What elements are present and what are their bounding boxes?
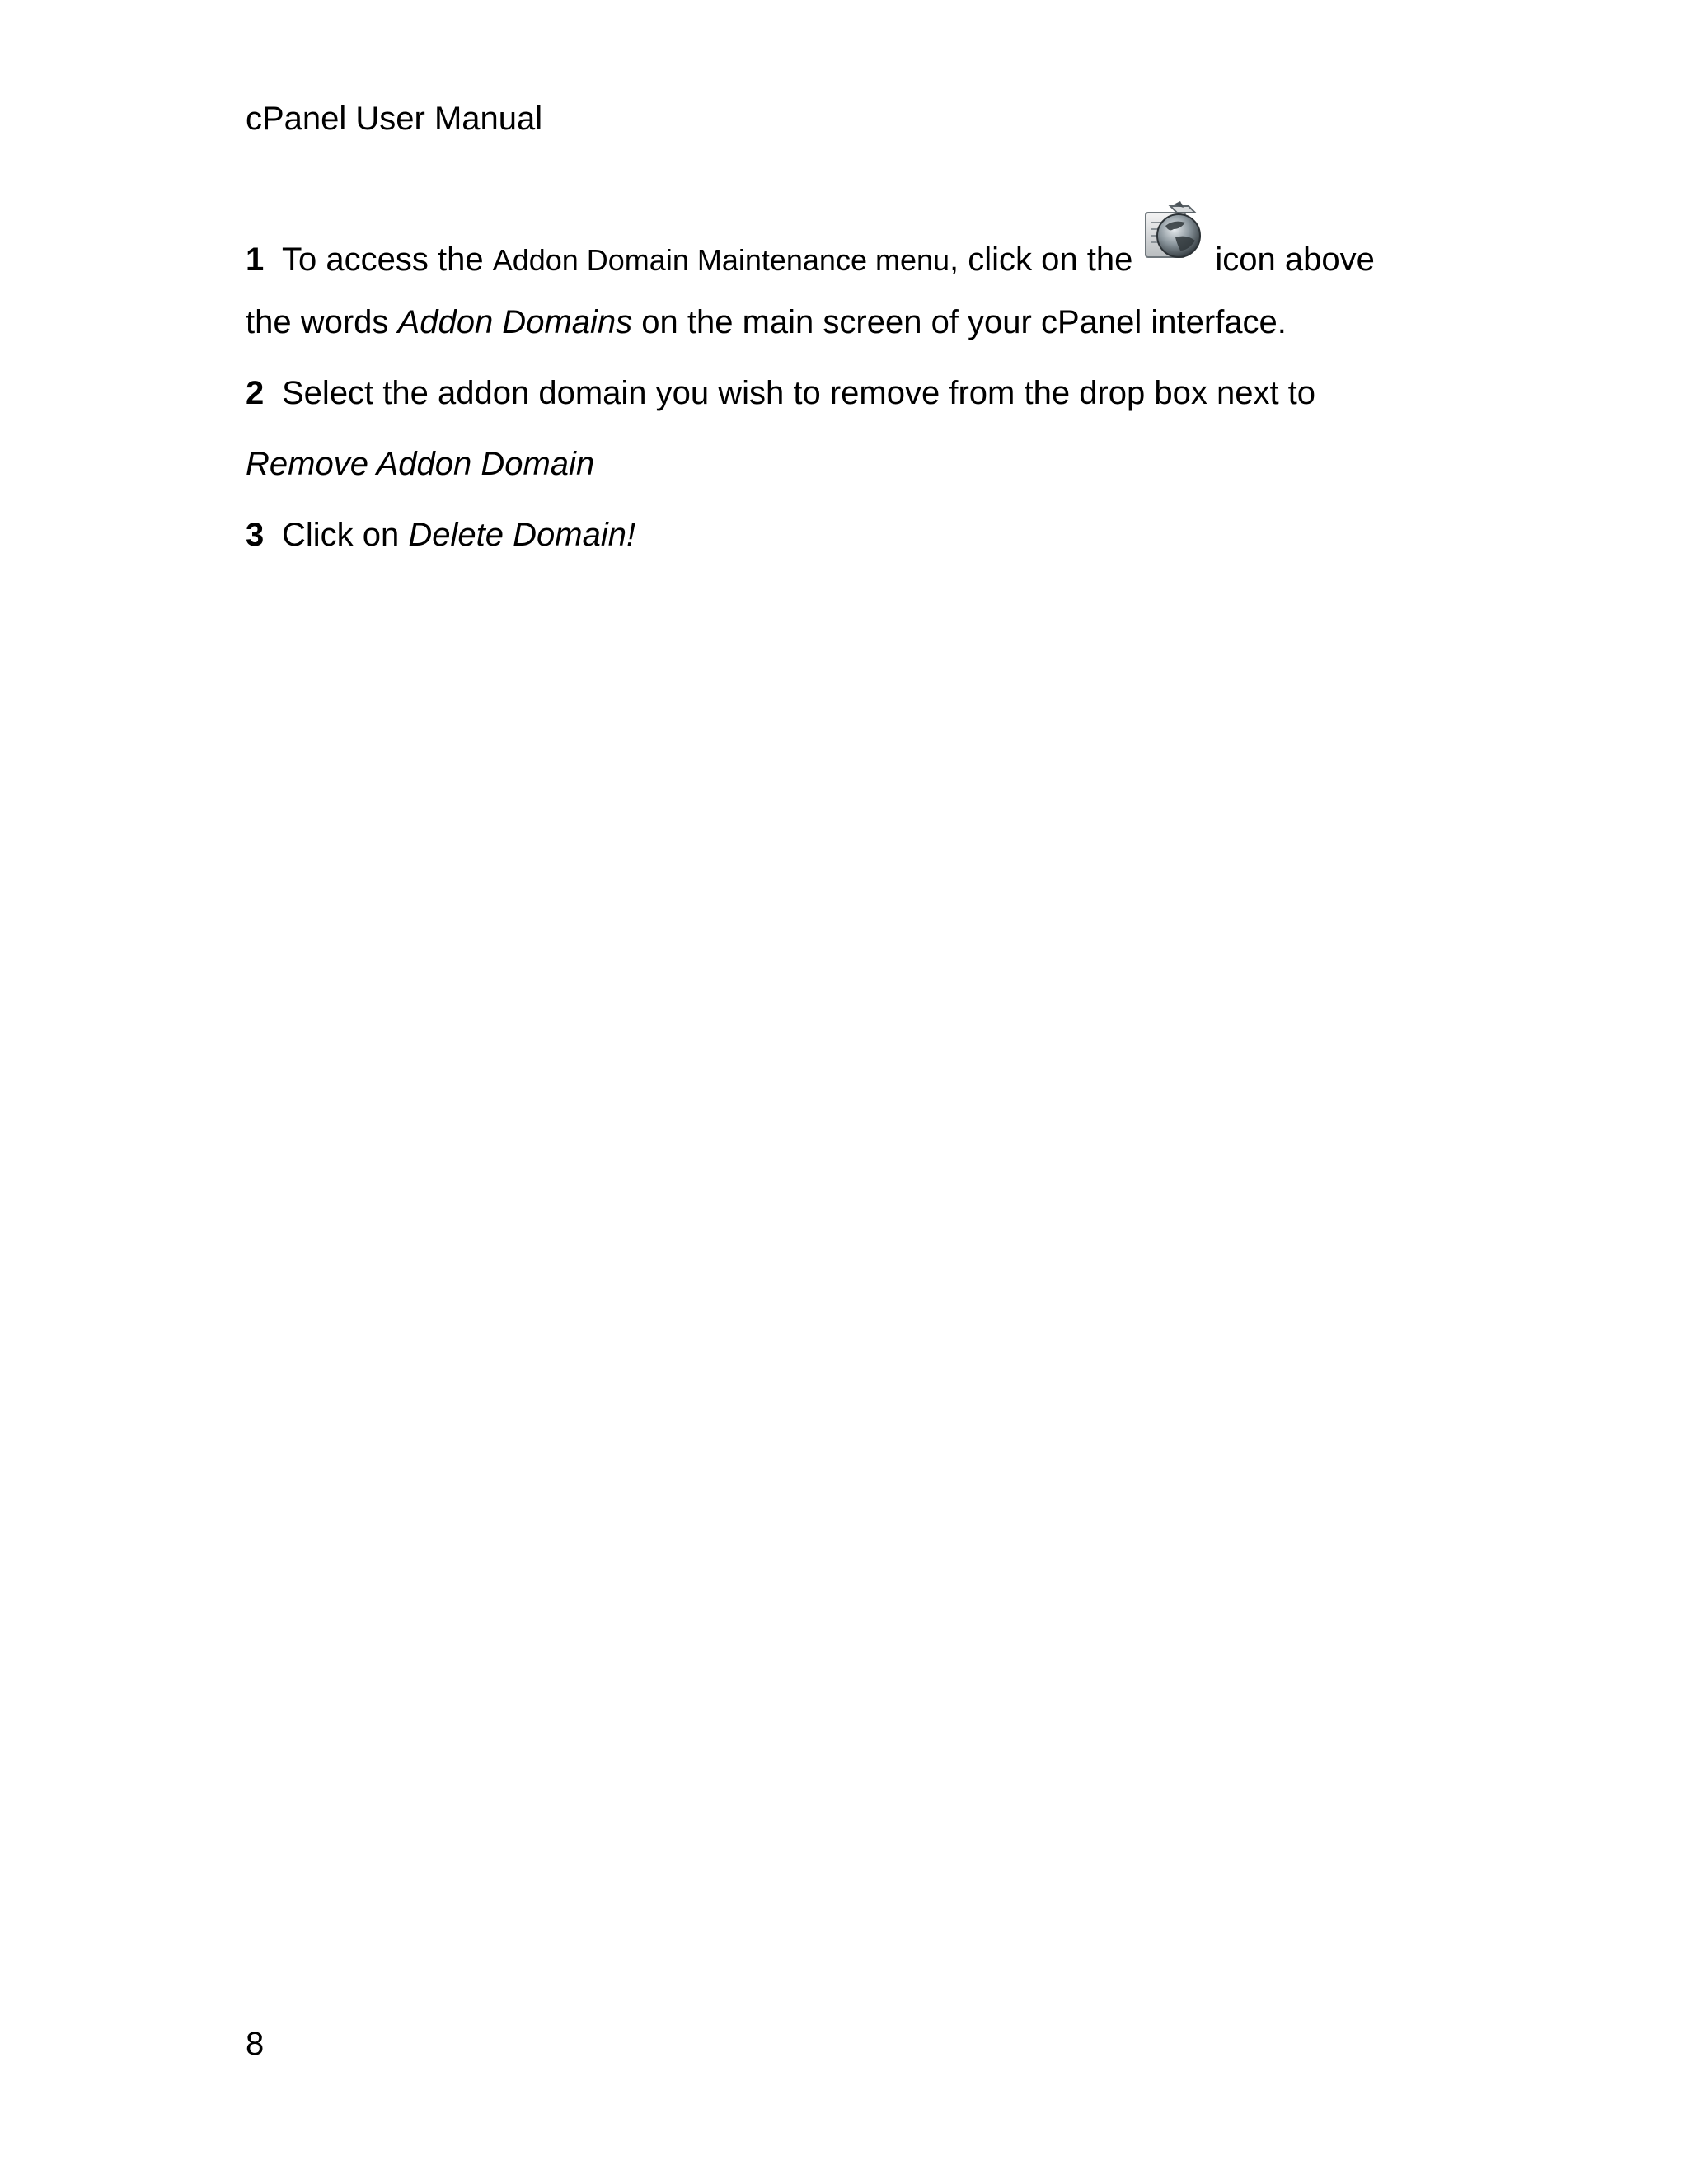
step-number: 2 [246,375,265,411]
step-text: , click on the [950,241,1133,278]
step-text: Select the addon domain you wish to remove from the drop box next to [282,375,1316,411]
step-number: 1 [246,241,265,278]
emphasis-delete-domain: Delete Domain! [408,517,636,553]
step-text: To access the [282,241,493,278]
menu-name: Addon Domain Maintenance menu [492,243,950,277]
step-number: 3 [246,517,265,553]
page-number: 8 [246,2026,265,2062]
step-1-line-2 [246,287,1441,358]
addon-domains-icon [1141,201,1207,267]
instructions [246,216,1441,570]
step-text: icon above [1215,241,1375,278]
emphasis-remove-addon-domain: Remove Addon Domain [246,446,595,482]
step-text: Click on [282,517,409,553]
running-header: cPanel User Manual [246,101,543,137]
step-text: on the main screen of your cPanel interface. [632,304,1287,340]
step-2-line-1 [246,358,1441,429]
step-3-line-1 [246,499,1441,570]
step-1-line-1 [246,216,1441,287]
step-text: the words [246,304,398,340]
step-2-line-2 [246,429,1441,499]
emphasis-addon-domains: Addon Domains [397,304,633,340]
